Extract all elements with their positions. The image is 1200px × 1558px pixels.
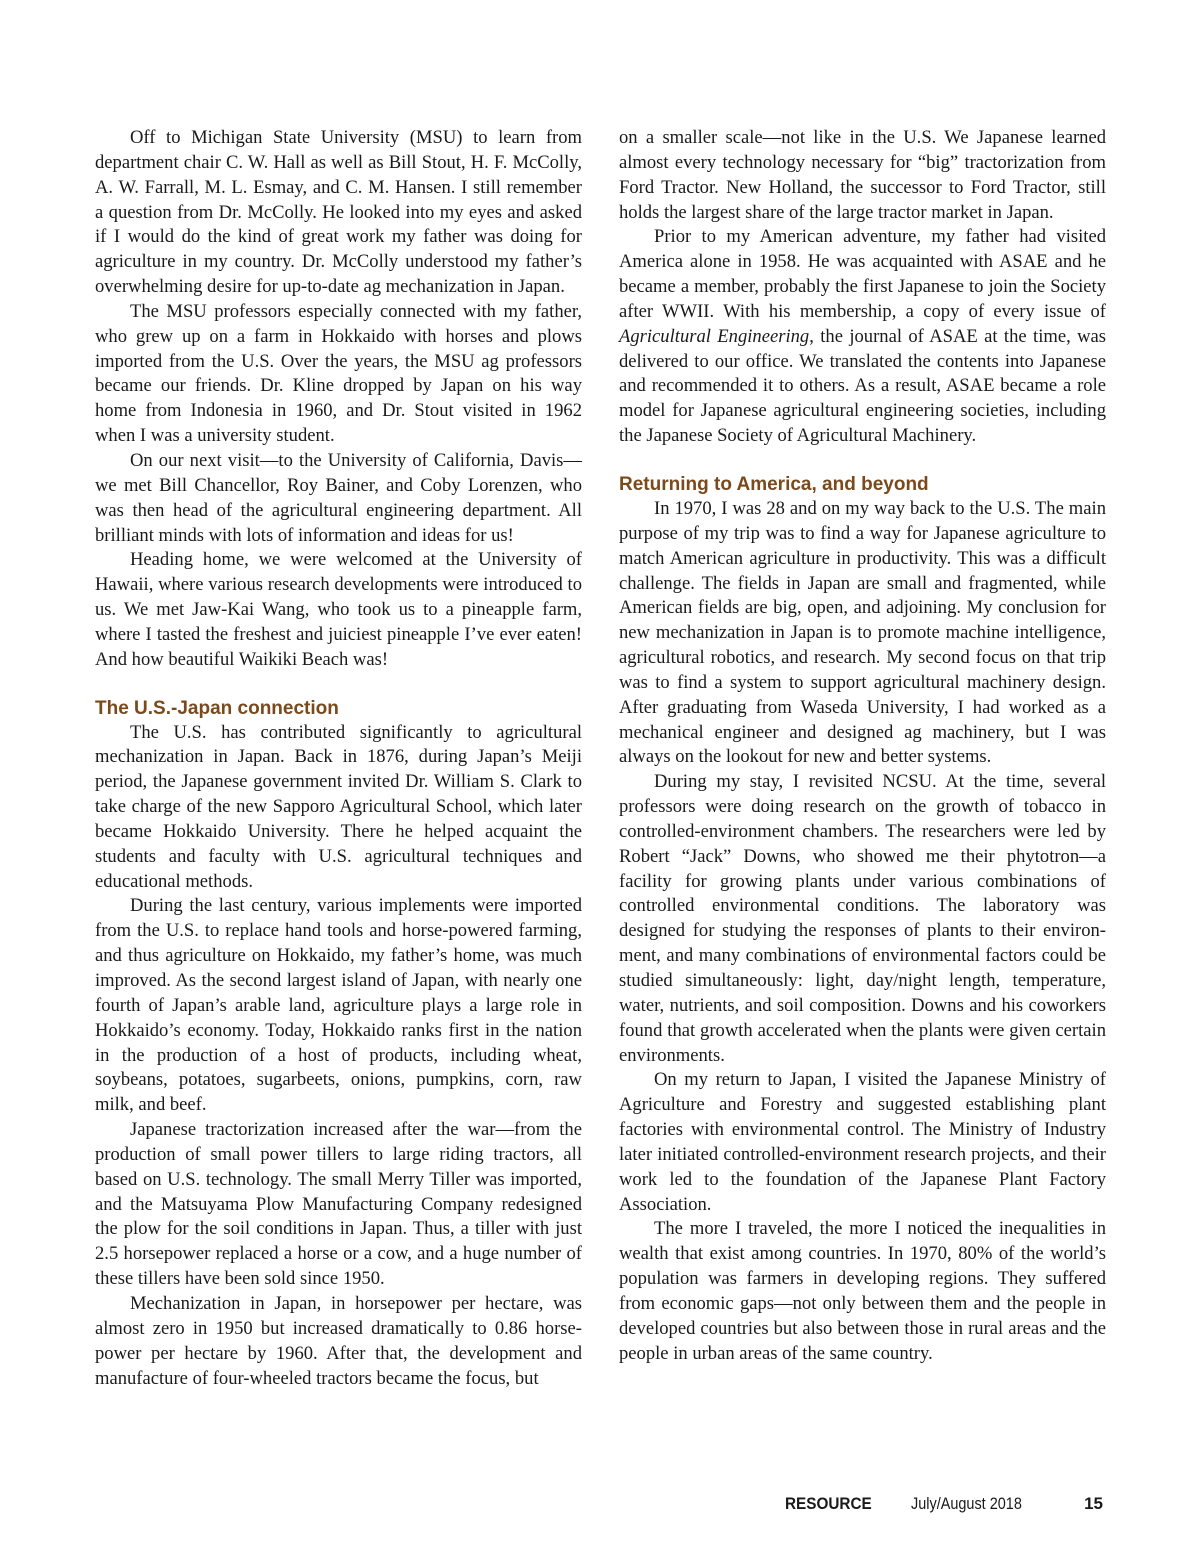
magazine-name: RESOURCE (785, 1494, 872, 1513)
paragraph: Mechanization in Japan, in horsepower per hectare, was almost zero in 1950 but increased dramatically to 0.86 horsepower per hectare by 1960. After that, the development and manufacture of four-wheeled tractors became the focus, but (95, 1292, 582, 1389)
section-heading: The U.S.-Japan connection (95, 697, 339, 719)
left-column (95, 126, 582, 1391)
issue-date: July/August 2018 (911, 1494, 1022, 1513)
paragraph (619, 225, 1106, 449)
paragraph-text: , the journal of ASAE at the time, was delivered to our office. We translated the contents into Japanese and recommended it to others. As a result, ASAE became a role model for Japanese agricultural engineering societies, including the Japanese Society of Agricultural Machinery. (619, 325, 1107, 447)
paragraph: The MSU professors especially connected with my father, who grew up on a farm in Hokkaido with horses and plows imported from the U.S. Over the years, the MSU ag professors became our friends. Dr. Kline dropped by Japan on his way home from Indonesia in 1960, and Dr. Stout visited in 1962 when I was a university student. (95, 300, 582, 447)
paragraph: Japanese tractorization increased after the war—from the production of small power tillers to large riding tractors, all based on U.S. technology. The small Merry Tiller was imported, and the Matsuyama Plow Manufacturing Company redesigned the plow for the soil conditions in Japan. Thus, a tiller with just 2.5 horsepower replaced a horse or a cow, and a huge number of these tillers have been sold since 1950. (95, 1119, 582, 1290)
right-column (619, 126, 1106, 1367)
paragraph: During my stay, I revisited NCSU. At the time, several professors were doing research on the growth of tobacco in controlled-environment chambers. The researchers were led by Robert “Jack” Downs, who showed me their phytotron—a facility for growing plants under various combinations of controlled environmental conditions. The laboratory was designed for studying the responses of plants to their environment, and many combinations of environmental factors could be studied simultaneously: light, day/night length, temperature, water, nutrients, and soil composition. Downs and his coworkers found that growth accelerated when the plants were given certain environments. (619, 771, 1106, 1066)
paragraph: On our next visit—to the University of California, Davis—we met Bill Chancellor, Roy Bainer, and Coby Lorenzen, who was then head of the agricultural engineering department. All brilliant minds with lots of information and ideas for us! (95, 449, 582, 546)
journal-title: Agricultural Engineering (619, 325, 810, 347)
paragraph: Heading home, we were welcomed at the University of Hawaii, where various research developments were introduced to us. We met Jaw-Kai Wang, who took us to a pineapple farm, where I tasted the freshest and juiciest pineapple I’ve ever eaten! And how beautiful Waikiki Beach was! (95, 549, 582, 670)
paragraph-text: Prior to my American adventure, my father had visited America alone in 1958. He was acquainted with ASAE and he became a member, probably the first Japanese to join the Society after WWII. With his membership, a copy of every issue of (619, 226, 1106, 322)
paragraph: The U.S. has contributed significantly to agricultural mechanization in Japan. Back in 1876, during Japan’s Meiji period, the Japanese government invited Dr. William S. Clark to take charge of the new Sapporo Agricultural School, which later became Hokkaido University. There he helped acquaint the students and faculty with U.S. agricultural techniques and educational methods. (95, 721, 582, 892)
page-footer (785, 1494, 1105, 1522)
paragraph: During the last century, various implements were imported from the U.S. to replace hand tools and horse-powered farming, and thus agriculture on Hokkaido, my father’s home, was much improved. As the second largest island of Japan, with nearly one fourth of Japan’s arable land, agriculture plays a large role in Hokkaido’s economy. Today, Hokkaido ranks first in the nation in the production of a host of products, including wheat, soybeans, potatoes, sugarbeets, onions, pumpkins, corn, raw milk, and beef. (95, 895, 582, 1116)
paragraph: Off to Michigan State University (MSU) to learn from department chair C. W. Hall as well as Bill Stout, H. F. McColly, A. W. Farrall, M. L. Esmay, and C. M. Hansen. I still remember a question from Dr. McColly. He looked into my eyes and asked if I would do the kind of great work my father was doing for agriculture in my country. Dr. McColly understood my father’s overwhelming desire for up-to-date ag mechanization in Japan. (95, 127, 582, 298)
paragraph: The more I traveled, the more I noticed the inequalities in wealth that exist among countries. In 1970, 80% of the world’s population was farmers in developing regions. They suffered from economic gaps—not only between them and the people in developed countries but also between those in rural areas and the people in urban areas of the same country. (619, 1218, 1106, 1364)
paragraph: on a smaller scale—not like in the U.S. We Japanese learned almost every technology necessary for “big” tractorization from Ford Tractor. New Holland, the successor to Ford Tractor, still holds the largest share of the large tractor market in Japan. (619, 127, 1106, 223)
section-heading: Returning to America, and beyond (619, 473, 929, 495)
paragraph: On my return to Japan, I visited the Japanese Ministry of Agriculture and Forestry and suggested establishing plant factories with environmental control. The Ministry of Industry later initiated controlled-environment research projects, and their work led to the foundation of the Japanese Plant Factory Association. (619, 1069, 1106, 1215)
paragraph: In 1970, I was 28 and on my way back to the U.S. The main purpose of my trip was to find a way for Japanese agriculture to match American agriculture in productivity. This was a difficult challenge. The fields in Japan are small and fragmented, while American fields are big, open, and adjoining. My conclusion for new mechanization in Japan is to promote machine intelligence, agricultural robotics, and research. My second focus on that trip was to find a system to support agricultural machinery design. After graduating from Waseda University, I had worked as a mechanical engineer and designed ag machinery, but I was always on the lookout for new and better systems. (619, 497, 1106, 768)
page-number: 15 (1084, 1494, 1103, 1513)
